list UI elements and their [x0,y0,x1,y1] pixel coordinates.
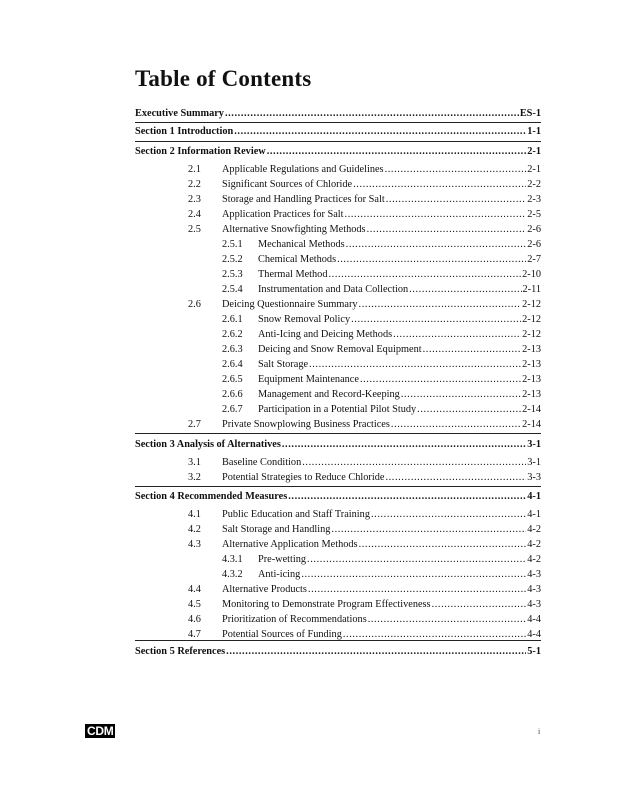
leader-dots [302,457,526,469]
toc-entry-page: 2-13 [522,344,541,355]
leader-dots [282,439,526,451]
toc-entry-page: 4-2 [527,554,541,565]
leader-dots [386,194,527,206]
toc-entry-page: 2-3 [527,194,541,205]
toc-entry-number: 2.5.4 [222,284,243,295]
toc-entry-label: Anti-Icing and Deicing Methods [258,329,393,340]
toc-entry-section-5[interactable] [135,646,541,658]
toc-entry-label: Significant Sources of Chloride [222,179,353,190]
leader-dots [432,599,527,611]
toc-entry-number: 4.1 [188,509,201,520]
toc-entry-2-5[interactable] [188,224,541,236]
toc-entry-label: Management and Record-Keeping [258,389,400,400]
toc-entry-number: 4.3.2 [222,569,243,580]
leader-dots [423,344,522,356]
section-rule [135,486,541,487]
leader-dots [391,419,521,431]
leader-dots [393,329,521,341]
toc-entry-label: Instrumentation and Data Collection [258,284,409,295]
leader-dots [353,179,526,191]
toc-entry-label: Alternative Products [222,584,307,595]
toc-entry-4-3-1[interactable] [222,554,541,566]
toc-entry-label: Alternative Snowfighting Methods [222,224,366,235]
toc-entry-label: Chemical Methods [258,254,337,265]
toc-entry-label: Baseline Condition [222,457,302,468]
toc-entry-label: Salt Storage [258,359,309,370]
toc-entry-page: 2-6 [527,224,541,235]
leader-dots [346,239,527,251]
toc-entry-4-6[interactable] [188,614,541,626]
leader-dots [409,284,521,296]
toc-entry-page: 2-13 [522,374,541,385]
toc-entry-number: 4.3 [188,539,201,550]
toc-entry-label: Section 1 Introduction [135,126,234,137]
page-number: i [538,727,541,736]
toc-entry-page: 5-1 [527,646,541,657]
toc-entry-4-1[interactable] [188,509,541,521]
toc-entry-label: Section 5 References [135,646,226,657]
leader-dots [359,539,527,551]
toc-entry-4-4[interactable] [188,584,541,596]
leader-dots [288,491,526,503]
toc-entry-number: 2.5.1 [222,239,243,250]
toc-entry-page: 4-3 [527,599,541,610]
toc-entry-label: Potential Strategies to Reduce Chloride [222,472,385,483]
toc-entry-number: 2.7 [188,419,201,430]
leader-dots [345,209,527,221]
page-title: Table of Contents [135,66,312,91]
leader-dots [234,126,526,138]
toc-entry-page: 4-3 [527,584,541,595]
toc-entry-label: Pre-wetting [258,554,307,565]
toc-entry-2-6-2[interactable] [222,329,541,341]
toc-entry-label: Public Education and Staff Training [222,509,370,520]
toc-entry-section-3[interactable] [135,439,541,451]
toc-entry-page: 2-14 [522,404,541,415]
toc-entry-label: Monitoring to Demonstrate Program Effectiveness [222,599,431,610]
toc-entry-label: Anti-icing [258,569,301,580]
toc-entry-number: 2.5 [188,224,201,235]
toc-entry-2-6-6[interactable] [222,389,541,401]
leader-dots [328,269,521,281]
toc-entry-number: 2.6.3 [222,344,243,355]
toc-entry-page: 2-5 [527,209,541,220]
toc-entry-number: 2.1 [188,164,201,175]
toc-entry-page: 2-12 [522,329,541,340]
leader-dots [367,224,527,236]
toc-entry-label: Deicing Questionnaire Summary [222,299,358,310]
leader-dots [301,569,526,581]
toc-entry-number: 2.3 [188,194,201,205]
toc-entry-2-6-5[interactable] [222,374,541,386]
section-rule [135,640,541,641]
section-rule [135,122,541,123]
toc-entry-number: 4.7 [188,629,201,640]
leader-dots [225,108,519,120]
toc-entry-4-2[interactable] [188,524,541,536]
toc-entry-number: 4.6 [188,614,201,625]
toc-entry-2-6-4[interactable] [222,359,541,371]
toc-entry-number: 2.6.6 [222,389,243,400]
toc-entry-page: 3-1 [527,457,541,468]
toc-entry-label: Mechanical Methods [258,239,345,250]
toc-entry-page: 4-2 [527,539,541,550]
cdm-logo: CDM [87,724,114,738]
toc-entry-2-5-1[interactable] [222,239,541,251]
toc-entry-2-3[interactable] [188,194,541,206]
toc-entry-number: 2.5.2 [222,254,243,265]
toc-entry-number: 3.1 [188,457,201,468]
toc-entry-page: 2-14 [522,419,541,430]
toc-entry-label: Salt Storage and Handling [222,524,331,535]
toc-entry-2-6-7[interactable] [222,404,541,416]
toc-entry-label: Section 3 Analysis of Alternatives [135,439,281,450]
leader-dots [401,389,521,401]
section-rule [135,433,541,434]
toc-entry-page: 4-3 [527,569,541,580]
toc-entry-label: Equipment Maintenance [258,374,359,385]
toc-entry-page: 2-2 [527,179,541,190]
leader-dots [385,164,527,176]
toc-entry-page: 2-1 [527,146,541,157]
toc-entry-number: 3.2 [188,472,201,483]
toc-entry-label: Storage and Handling Practices for Salt [222,194,385,205]
toc-entry-number: 2.2 [188,179,201,190]
toc-entry-4-5[interactable] [188,599,541,611]
toc-entry-label: Thermal Method [258,269,328,280]
leader-dots [417,404,521,416]
toc-entry-page: 2-6 [527,239,541,250]
leader-dots [385,472,526,484]
leader-dots [308,584,526,596]
toc-entry-number: 2.6 [188,299,201,310]
toc-entry-label: Participation in a Potential Pilot Study [258,404,417,415]
toc-entry-page: 2-12 [522,314,541,325]
leader-dots [368,614,527,626]
leader-dots [359,299,522,311]
toc-entry-number: 2.6.5 [222,374,243,385]
leader-dots [307,554,526,566]
toc-entry-label: Deicing and Snow Removal Equipment [258,344,422,355]
toc-entry-number: 4.3.1 [222,554,243,565]
toc-entry-label: Private Snowplowing Business Practices [222,419,390,430]
toc-entry-label: Potential Sources of Funding [222,629,342,640]
toc-entry-label: Prioritization of Recommendations [222,614,367,625]
leader-dots [226,646,526,658]
toc-entry-number: 4.2 [188,524,201,535]
toc-entry-label: Applicable Regulations and Guidelines [222,164,384,175]
toc-entry-page: 2-10 [522,269,541,280]
leader-dots [351,314,521,326]
toc-entry-page: 2-11 [522,284,541,295]
toc-entry-page: 4-1 [527,491,541,502]
leader-dots [337,254,526,266]
toc-entry-page: 4-4 [527,614,541,625]
toc-entry-number: 2.6.1 [222,314,243,325]
leader-dots [309,359,521,371]
toc-entry-number: 2.5.3 [222,269,243,280]
toc-entry-2-1[interactable] [188,164,541,176]
toc-entry-page: 3-1 [527,439,541,450]
leader-dots [331,524,526,536]
toc-entry-section-2[interactable] [135,146,541,158]
toc-entry-page: 2-7 [527,254,541,265]
toc-entry-label: Executive Summary [135,108,224,119]
toc-entry-2-5-4[interactable] [222,284,541,296]
toc-entry-section-1[interactable] [135,126,541,138]
toc-entry-page: 3-3 [527,472,541,483]
leader-dots [371,509,526,521]
toc-entry-2-6-3[interactable] [222,344,541,356]
toc-entry-2-4[interactable] [188,209,541,221]
section-rule [135,141,541,142]
toc-entry-3-2[interactable] [188,472,541,484]
toc-entry-2-7[interactable] [188,419,541,431]
toc-entry-page: 2-1 [527,164,541,175]
toc-entry-2-2[interactable] [188,179,541,191]
toc-entry-number: 2.6.4 [222,359,243,370]
toc-entry-label: Snow Removal Policy [258,314,351,325]
toc-entry-page: ES-1 [519,108,541,119]
toc-entry-2-6-1[interactable] [222,314,541,326]
toc-entry-label: Section 4 Recommended Measures [135,491,288,502]
toc-entry-3-1[interactable] [188,457,541,469]
toc-entry-4-3-2[interactable] [222,569,541,581]
toc-entry-page: 2-12 [522,299,541,310]
toc-entry-section-4[interactable] [135,491,541,503]
toc-entry-label: Application Practices for Salt [222,209,344,220]
toc-entry-page: 4-4 [527,629,541,640]
toc-entry-label: Alternative Application Methods [222,539,358,550]
toc-entry-page: 2-13 [522,389,541,400]
toc-entry-2-6[interactable] [188,299,541,311]
toc-entry-2-5-2[interactable] [222,254,541,266]
toc-entry-number: 4.5 [188,599,201,610]
toc-entry-page: 2-13 [522,359,541,370]
toc-entry-page: 4-1 [527,509,541,520]
toc-entry-number: 4.4 [188,584,201,595]
toc-entry-page: 1-1 [527,126,541,137]
toc-entry-number: 2.6.7 [222,404,243,415]
leader-dots [267,146,527,158]
toc-entry-2-5-3[interactable] [222,269,541,281]
toc-entry-number: 2.4 [188,209,201,220]
toc-entry-page: 4-2 [527,524,541,535]
toc-entry-4-3[interactable] [188,539,541,551]
toc-entry-number: 2.6.2 [222,329,243,340]
toc-entry-executive-summary[interactable] [135,108,541,120]
leader-dots [360,374,521,386]
toc-entry-label: Section 2 Information Review [135,146,266,157]
